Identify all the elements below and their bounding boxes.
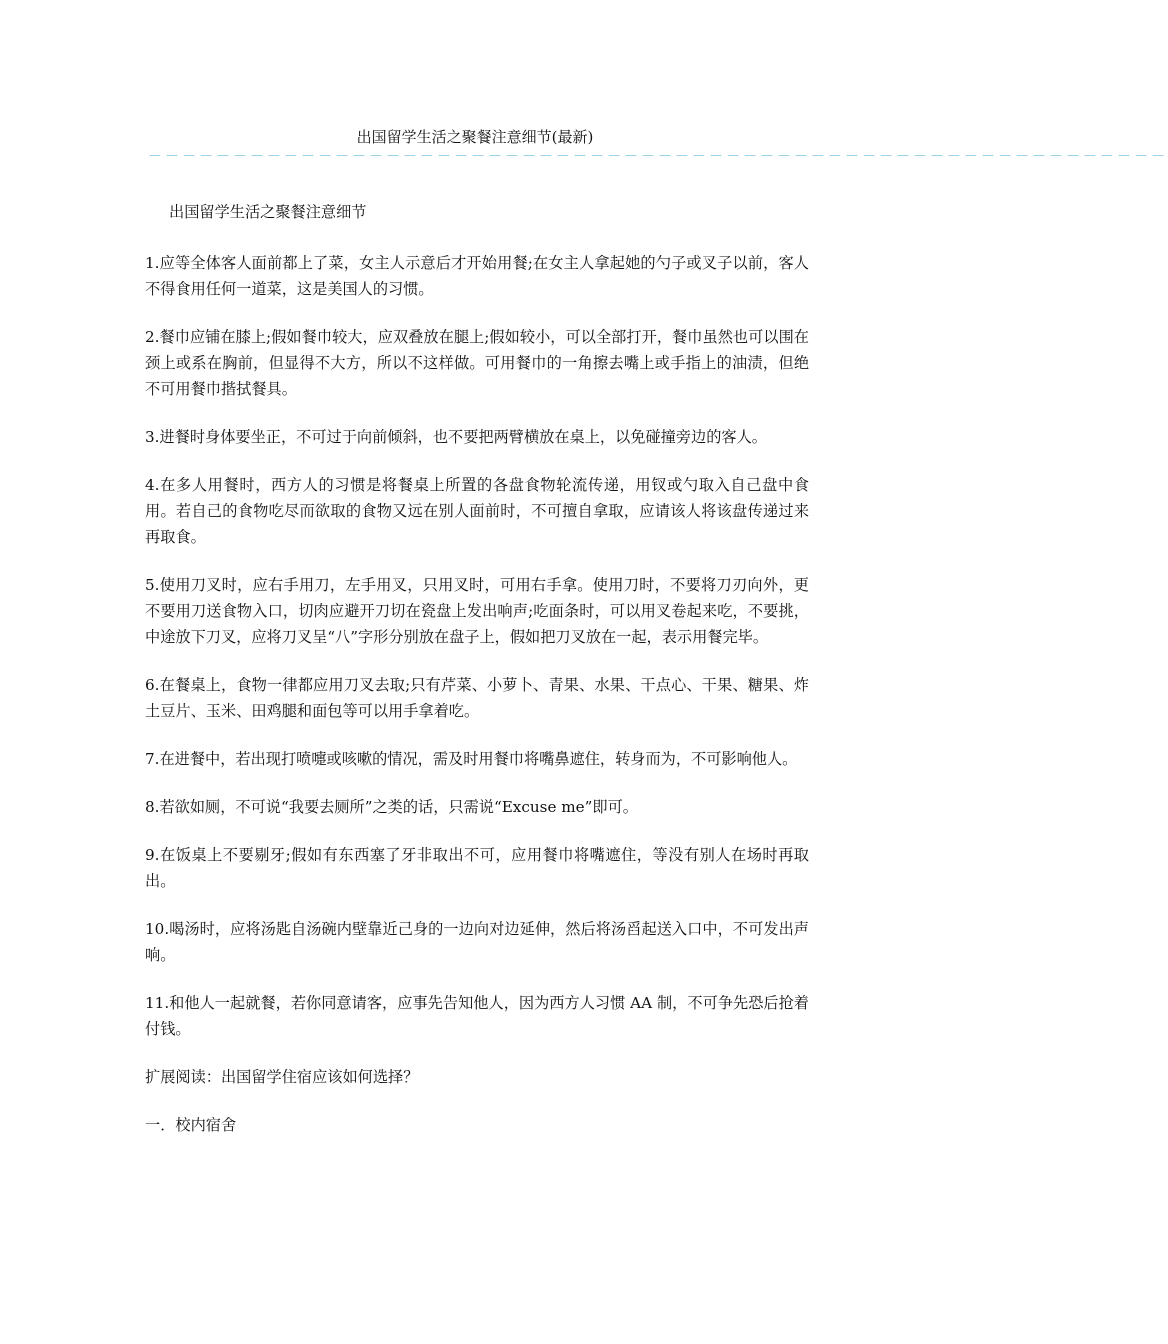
paragraph-1: 1.应等全体客人面前都上了菜，女主人示意后才开始用餐;在女主人拿起她的勺子或叉子以前，客人不得食用任何一道菜，这是美国人的习惯。 [145, 254, 809, 298]
title-divider: －－－－－－－－－－－－－－－－－－－－－－－－－－－－－－－－－－－－－－－－－－－－－－－－－－－－－－－－－－－－ [148, 149, 1168, 165]
extended-reading-heading: 扩展阅读：出国留学住宿应该如何选择？ [145, 1068, 419, 1086]
paragraph-8: 8.若欲如厕，不可说“我要去厕所”之类的话，只需说“Excuse me”即可。 [145, 798, 638, 816]
paragraph-6: 6.在餐桌上，食物一律都应用刀叉去取;只有芹菜、小萝卜、青果、水果、干点心、干果、糖果、炸土豆片、玉米、田鸡腿和面包等可以用手拿着吃。 [145, 676, 809, 720]
paragraph-10: 10.喝汤时，应将汤匙自汤碗内壁靠近己身的一边向对边延伸，然后将汤舀起送入口中，不可发出声响。 [145, 920, 809, 964]
intro-heading: 出国留学生活之聚餐注意细节 [169, 203, 367, 221]
paragraph-5: 5.使用刀叉时，应右手用刀，左手用叉，只用叉时，可用右手拿。使用刀时，不要将刀刃向外，更不要用刀送食物入口，切肉应避开刀切在瓷盘上发出响声;吃面条时，可以用叉卷起来吃，不要挑，中途放下刀叉，应将刀叉呈“八”字形分别放在盘子上，假如把刀叉放在一起，表示用餐完毕。 [145, 576, 809, 646]
document-body [145, 199, 809, 1160]
paragraph-9: 9.在饭桌上不要剔牙;假如有东西塞了牙非取出不可，应用餐巾将嘴遮住，等没有别人在场时再取出。 [145, 846, 809, 890]
document-title: 出国留学生活之聚餐注意细节(最新) [356, 128, 594, 146]
paragraph-3: 3.进餐时身体要坐正，不可过于向前倾斜，也不要把两臂横放在桌上，以免碰撞旁边的客人。 [145, 428, 767, 446]
section-heading-dorm: 一．校内宿舍 [145, 1116, 237, 1134]
paragraph-2: 2.餐巾应铺在膝上;假如餐巾较大，应双叠放在腿上;假如较小，可以全部打开，餐巾虽然也可以围在颈上或系在胸前，但显得不大方，所以不这样做。可用餐巾的一角擦去嘴上或手指上的油渍，但绝不可用餐巾揩拭餐具。 [145, 328, 809, 398]
paragraph-11: 11.和他人一起就餐，若你同意请客，应事先告知他人，因为西方人习惯 AA 制，不可争先恐后抢着付钱。 [145, 994, 809, 1038]
paragraph-4: 4.在多人用餐时，西方人的习惯是将餐桌上所置的各盘食物轮流传递，用钗或勺取入自己盘中食用。若自己的食物吃尽而欲取的食物又远在别人面前时，不可擅自拿取，应请该人将该盘传递过来再取食。 [145, 476, 809, 546]
paragraph-7: 7.在进餐中，若出现打喷嚏或咳嗽的情况，需及时用餐巾将嘴鼻遮住，转身而为，不可影响他人。 [145, 750, 798, 768]
